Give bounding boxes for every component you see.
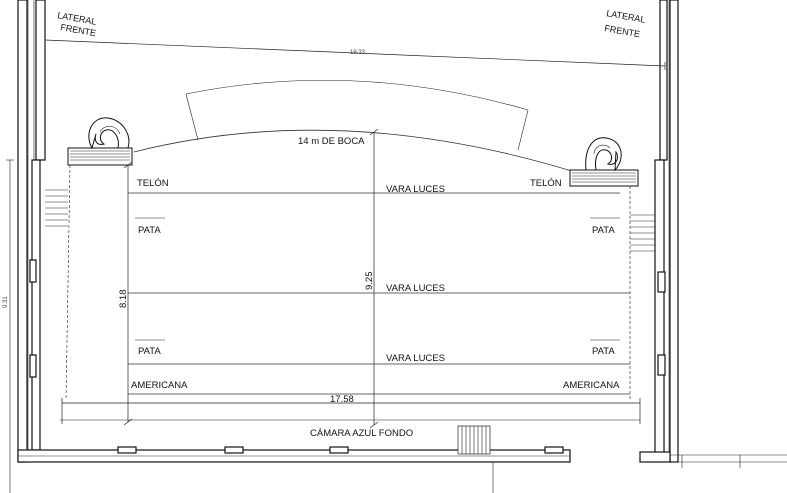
dim-depth-left: 8.18 (118, 289, 129, 308)
lateral-frente-right-line1: LATERAL (605, 8, 647, 25)
stage-lines (128, 193, 630, 394)
boca-label: 14 m DE BOCA (298, 136, 365, 147)
exterior-lines-right (670, 455, 787, 468)
pata-left-2-label: PATA (138, 346, 161, 357)
vara-luces-1-label: VARA LUCES (386, 184, 445, 195)
camara-label: CÁMARA AZUL FONDO (310, 428, 414, 439)
dim-depth-center: 9.25 (364, 271, 375, 290)
lateral-frente-right-line2: FRENTE (603, 23, 641, 40)
telon-right-label: TELÓN (530, 178, 562, 189)
left-proscenium-ornament (68, 118, 132, 165)
left-stairs (45, 190, 68, 226)
dim-width-bottom: 17.58 (330, 394, 354, 405)
right-proscenium-ornament (570, 138, 638, 186)
telon-left-label: TELÓN (137, 178, 169, 189)
dim-width-top: 19.33 (350, 50, 366, 56)
lateral-frente-left-line1: LATERAL (56, 10, 98, 27)
lateral-frente-left-line2: FRENTE (59, 22, 97, 39)
right-stairs (630, 215, 655, 251)
dim-side-left: 9.31 (3, 296, 9, 308)
right-wall (640, 0, 678, 462)
exterior-dim-left (6, 160, 14, 493)
rear-stairs (458, 426, 490, 454)
left-wall (18, 0, 45, 462)
americana-right-label: AMERICANA (563, 380, 620, 391)
pata-right-2-label: PATA (592, 346, 615, 357)
pata-left-1-label: PATA (138, 225, 161, 236)
pata-right-1-label: PATA (592, 225, 615, 236)
americana-left-label: AMERICANA (131, 380, 188, 391)
vara-luces-3-label: VARA LUCES (386, 353, 445, 364)
vara-luces-2-label: VARA LUCES (386, 283, 445, 294)
